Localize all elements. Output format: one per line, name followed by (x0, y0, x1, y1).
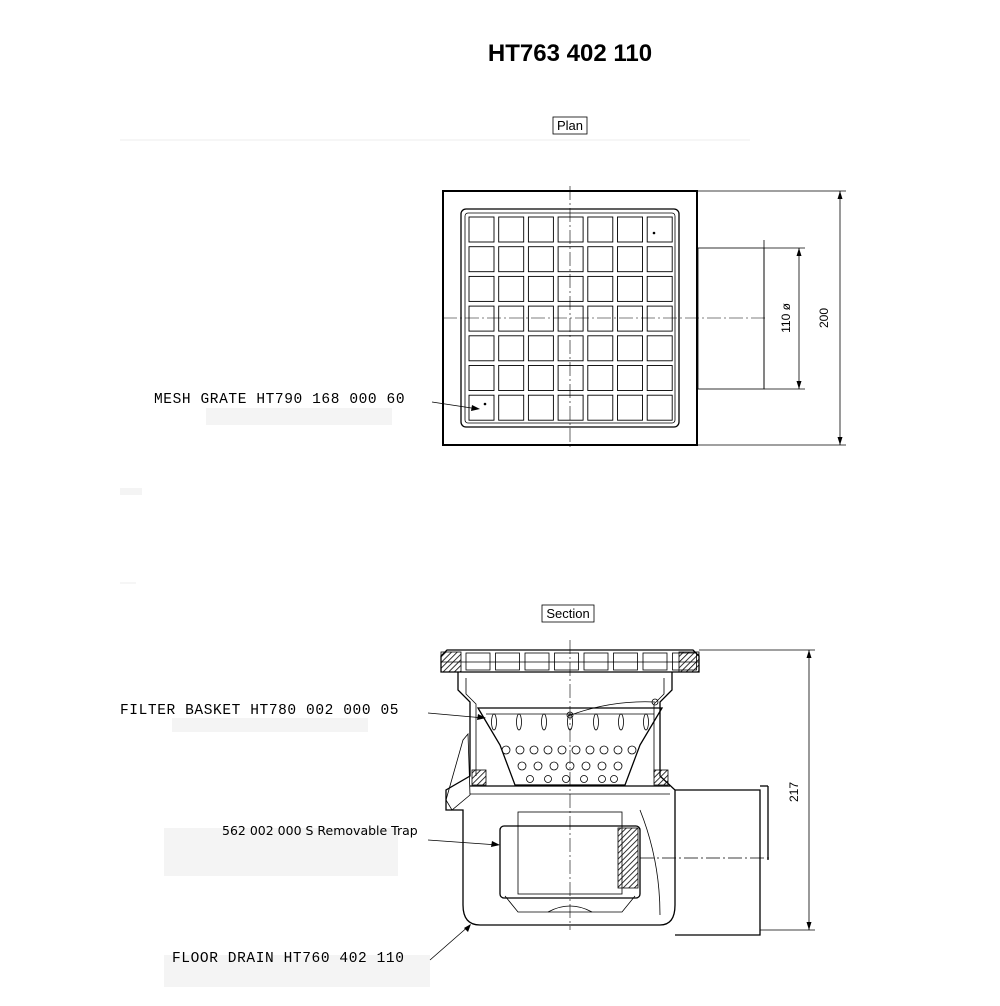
basket-hole (619, 714, 624, 730)
grate-cell (618, 247, 643, 272)
callout-floor-drain: FLOOR DRAIN HT760 402 110 (172, 951, 405, 967)
grate-cell (469, 336, 494, 361)
grate-cell (618, 336, 643, 361)
basket-hole (517, 714, 522, 730)
grate-cell (528, 395, 553, 420)
grate-cell (558, 217, 583, 242)
ghost-box (206, 408, 392, 425)
grate-cell (588, 276, 613, 301)
grate-cell (647, 217, 672, 242)
grate-rib (525, 653, 549, 670)
grate-cell (588, 247, 613, 272)
leader-floor-drain (430, 924, 471, 960)
basket-hole (611, 776, 618, 783)
leader-filter-basket (428, 713, 486, 720)
basket-hole (518, 762, 526, 770)
section-view (441, 640, 815, 935)
grate-cell (499, 217, 524, 242)
seal-ring-right (654, 770, 668, 785)
grate-cell (618, 276, 643, 301)
grate-cells (469, 217, 672, 420)
basket-hole (516, 746, 524, 754)
basket-hole (534, 762, 542, 770)
grate-cell (499, 247, 524, 272)
ghost-box (172, 718, 368, 732)
leader-mesh-grate (432, 402, 480, 411)
grate-cell (499, 336, 524, 361)
plan-view (443, 186, 846, 450)
grate-dot (484, 403, 487, 406)
grate-cell (528, 276, 553, 301)
grate-cell (618, 306, 643, 331)
grate-cell (558, 247, 583, 272)
basket-hole (628, 746, 636, 754)
basket-hole (544, 746, 552, 754)
grate-cell (469, 276, 494, 301)
grate-cell (528, 247, 553, 272)
basket-hole (530, 746, 538, 754)
grate-rib (643, 653, 667, 670)
basket-hole (563, 776, 570, 783)
basket-hole (558, 746, 566, 754)
grate-cell (647, 306, 672, 331)
grate-cell (499, 276, 524, 301)
dimension-section-height-label: 217 (787, 781, 801, 803)
outlet-pipe-section (640, 786, 772, 935)
grate-cell (528, 217, 553, 242)
basket-hole (545, 776, 552, 783)
grate-cell (528, 336, 553, 361)
grate-cell (618, 395, 643, 420)
basket-hole (581, 776, 588, 783)
grate-cell (618, 366, 643, 391)
basket-hole (550, 762, 558, 770)
basket-hole (614, 762, 622, 770)
grate-cell (499, 366, 524, 391)
basket-hole (599, 776, 606, 783)
basket-hole (598, 762, 606, 770)
drawing-title: HT763 402 110 (487, 40, 653, 67)
leader-removable-trap (428, 840, 500, 847)
grate-rib (466, 653, 490, 670)
grate-cell (528, 366, 553, 391)
grate-cell (558, 276, 583, 301)
grate-hatch (466, 653, 697, 670)
grate-cell (647, 395, 672, 420)
basket-hole (582, 762, 590, 770)
grate-rib (496, 653, 520, 670)
grate-cell (558, 336, 583, 361)
seal-ring-left (472, 770, 486, 785)
grate-rib (584, 653, 608, 670)
basket-hole (502, 746, 510, 754)
grate-cell (588, 336, 613, 361)
basket-hole (594, 714, 599, 730)
basket-hole (492, 714, 497, 730)
grate-cell (469, 217, 494, 242)
grate-cell (469, 366, 494, 391)
grate-rib (555, 653, 579, 670)
dimension-outlet-diameter-label: 110 ø (779, 303, 793, 333)
basket-hole (614, 746, 622, 754)
callout-removable-trap: 562 002 000 S Removable Trap (222, 823, 418, 838)
grate-cell (647, 336, 672, 361)
grate-cell (588, 217, 613, 242)
basket-hole (572, 746, 580, 754)
basket-hole (644, 714, 649, 730)
ghost-box (120, 488, 142, 495)
basket-hole (527, 776, 534, 783)
callout-filter-basket: FILTER BASKET HT780 002 000 05 (120, 703, 400, 719)
grate-cell (647, 247, 672, 272)
grate-cell (558, 366, 583, 391)
grate-cell (647, 366, 672, 391)
grate-cell (558, 395, 583, 420)
grate-cell (558, 306, 583, 331)
dimension-plan-width-label: 200 (817, 307, 831, 329)
basket-hole (586, 746, 594, 754)
grate-cell (469, 247, 494, 272)
grate-cell (499, 395, 524, 420)
grate-cell (588, 306, 613, 331)
basket-hole (600, 746, 608, 754)
grate-dot (653, 232, 656, 235)
grate-cell (618, 217, 643, 242)
grate-cell (647, 276, 672, 301)
grate-rib (614, 653, 638, 670)
callout-mesh-grate: MESH GRATE HT790 168 000 60 (154, 392, 406, 408)
plan-label: Plan (556, 118, 584, 133)
grate-cell (588, 395, 613, 420)
grate-cell (528, 306, 553, 331)
basket-hole (542, 714, 547, 730)
outlet-pipe-plan (698, 248, 764, 389)
grate-cell (588, 366, 613, 391)
grate-cell (499, 306, 524, 331)
grate-cell (469, 306, 494, 331)
section-label: Section (546, 606, 590, 621)
